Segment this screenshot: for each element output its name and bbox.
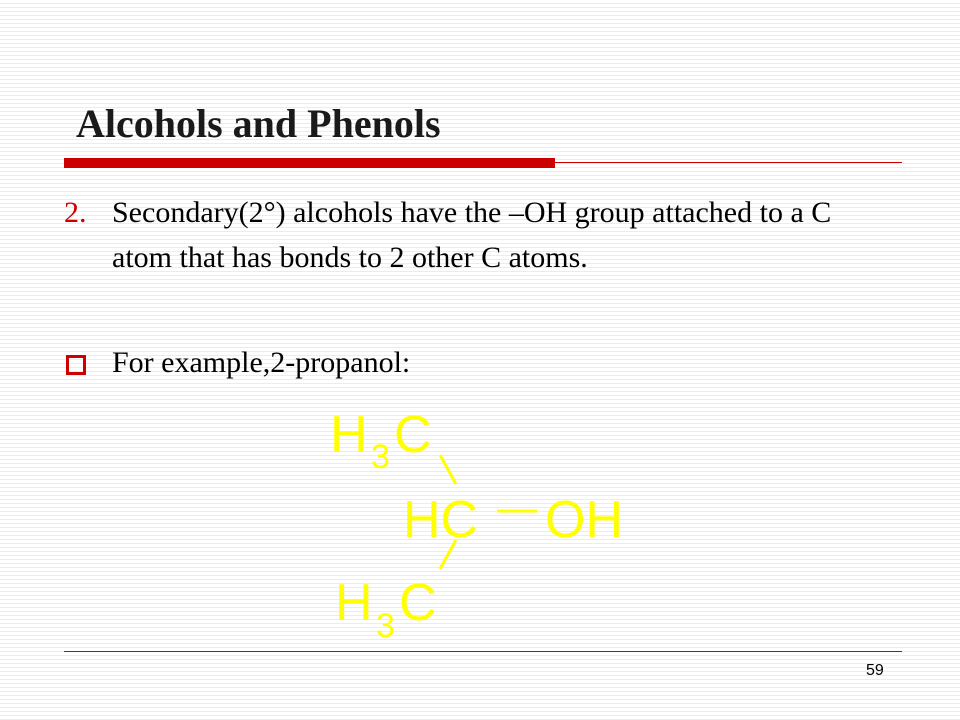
- list-number: 2.: [64, 196, 87, 229]
- top-methyl-h: H: [330, 406, 368, 464]
- bottom-methyl-subscript: 3: [376, 607, 395, 645]
- top-methyl-c: C: [394, 406, 432, 464]
- center-carbon: HC: [403, 491, 479, 549]
- upper-bond: [440, 455, 456, 484]
- footer-divider-line: [64, 651, 902, 652]
- slide-title: Alcohols and Phenols: [76, 101, 441, 146]
- hydroxyl-group: OH: [545, 491, 623, 549]
- list-item-text: For example,2-propanol:: [112, 346, 411, 379]
- bottom-methyl-c: C: [399, 574, 437, 632]
- bottom-methyl-h: H: [335, 574, 373, 632]
- page-number: 59: [866, 662, 884, 679]
- list-item-text: Secondary(2°) alcohols have the –OH group attached to a C atom that has bonds to 2 other C atoms.: [112, 196, 832, 274]
- top-methyl-subscript: 3: [371, 438, 390, 476]
